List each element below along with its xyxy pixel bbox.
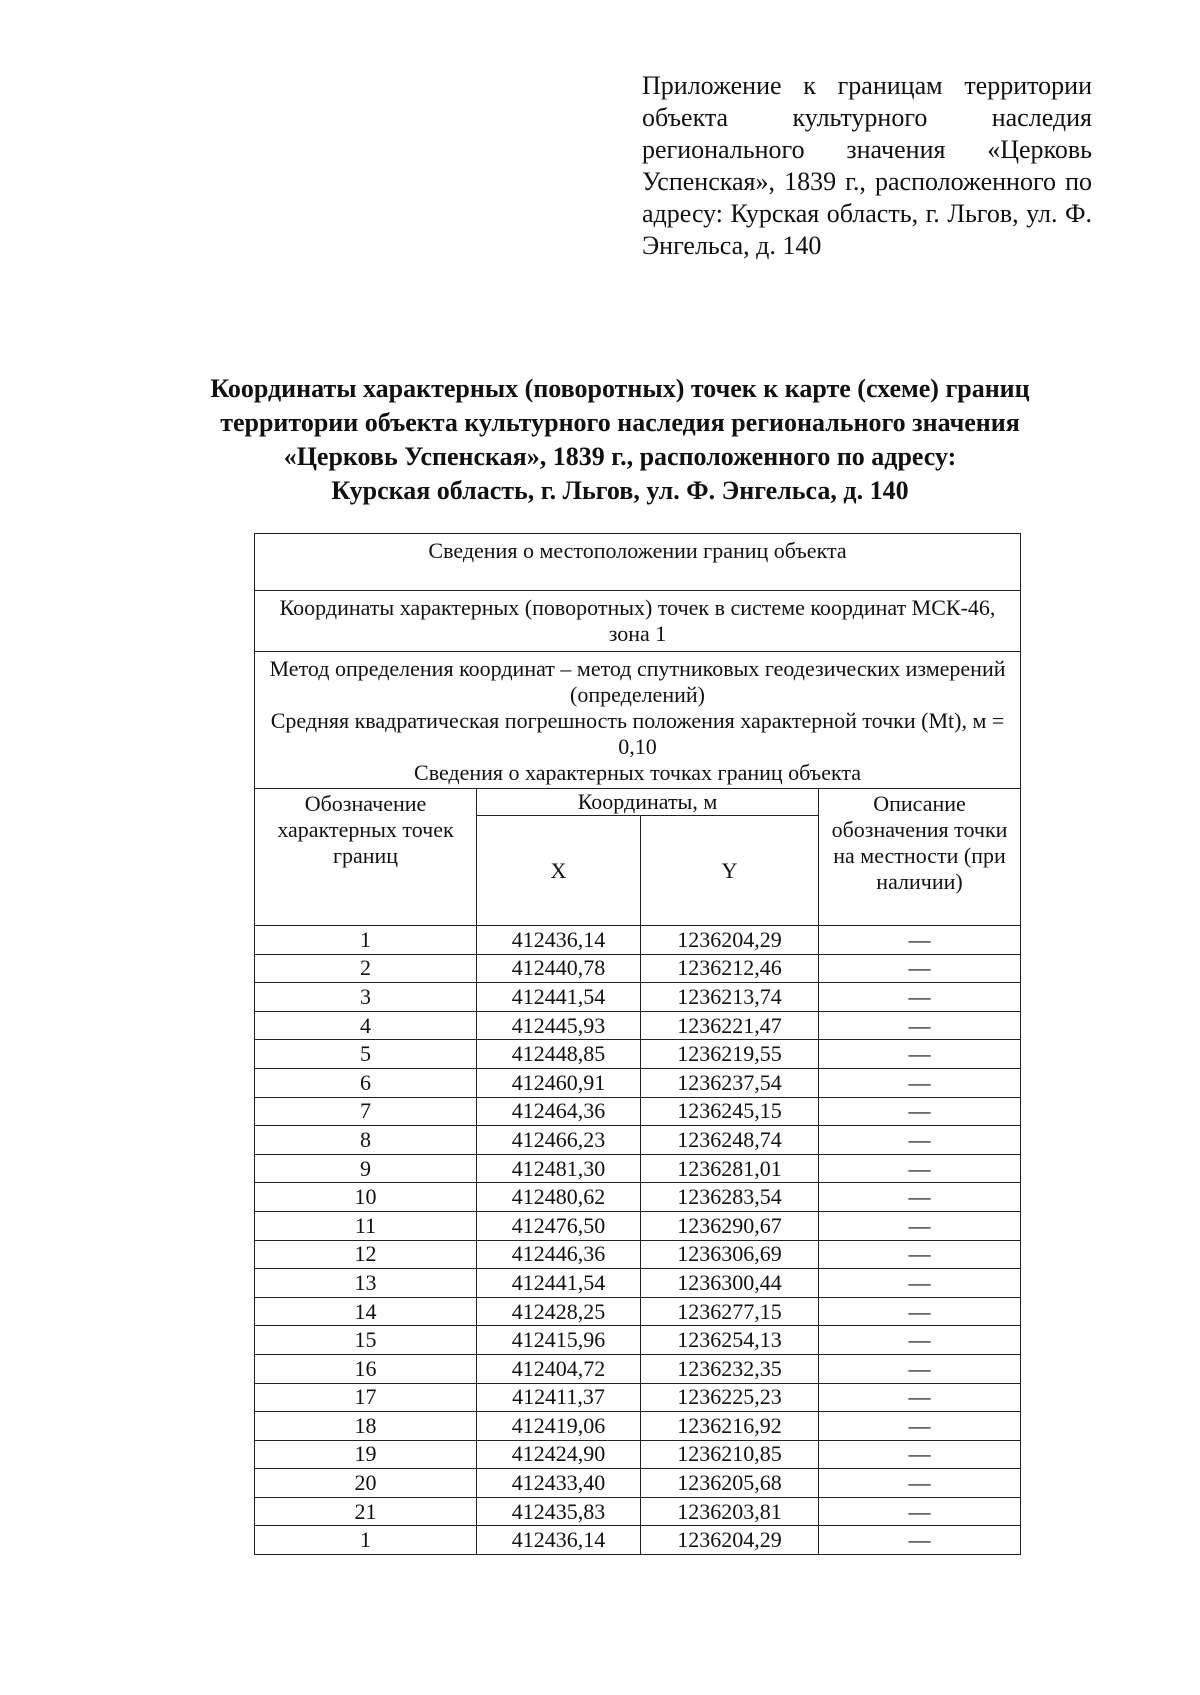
point-cell: 3 [255,983,477,1012]
title-line-2: территории объекта культурного наследия регионального значения [220,408,1020,437]
document-title [150,372,1090,508]
description-cell: — [819,1269,1021,1298]
y-cell: 1236221,47 [641,1011,819,1040]
point-cell: 6 [255,1068,477,1097]
point-cell: 16 [255,1354,477,1383]
x-cell: 412446,36 [477,1240,641,1269]
table-row [255,1412,1021,1441]
point-cell: 12 [255,1240,477,1269]
y-cell: 1236248,74 [641,1126,819,1155]
description-cell: — [819,1526,1021,1555]
x-cell: 412424,90 [477,1440,641,1469]
table-row [255,926,1021,955]
y-cell: 1236254,13 [641,1326,819,1355]
y-cell: 1236245,15 [641,1097,819,1126]
y-cell: 1236277,15 [641,1297,819,1326]
table-row [255,1211,1021,1240]
x-cell: 412481,30 [477,1154,641,1183]
y-cell: 1236237,54 [641,1068,819,1097]
table-row [255,1126,1021,1155]
y-cell: 1236290,67 [641,1211,819,1240]
point-cell: 11 [255,1211,477,1240]
x-cell: 412433,40 [477,1469,641,1498]
table-row [255,1269,1021,1298]
header-row [255,789,1021,816]
x-cell: 412445,93 [477,1011,641,1040]
x-cell: 412436,14 [477,1526,641,1555]
point-cell: 7 [255,1097,477,1126]
title-line-4: Курская область, г. Льгов, ул. Ф. Энгельса, д. 140 [331,476,909,505]
table-row [255,1011,1021,1040]
description-cell: — [819,1354,1021,1383]
y-cell: 1236204,29 [641,1526,819,1555]
description-cell: — [819,1440,1021,1469]
appendix-note: Приложение к границам территории объекта культурного наследия регионального значения «Церковь Успенская», 1839 г., расположенного по адресу: Курская область, г. Льгов, ул. Ф. Энгельса, д. 140 [642,71,1092,260]
description-cell: — [819,1326,1021,1355]
header-point: Обозначение характерных точек границ [255,789,477,926]
point-cell: 14 [255,1297,477,1326]
header-x: X [477,816,641,926]
description-cell: — [819,1469,1021,1498]
description-cell: — [819,1240,1021,1269]
x-cell: 412415,96 [477,1326,641,1355]
accuracy-text: Средняя квадратическая погрешность положения характерной точки (Mt), м = 0,10 [270,708,1005,759]
x-cell: 412476,50 [477,1211,641,1240]
x-cell: 412440,78 [477,954,641,983]
table-row [255,1469,1021,1498]
x-cell: 412411,37 [477,1383,641,1412]
point-cell: 21 [255,1497,477,1526]
description-cell: — [819,1211,1021,1240]
y-cell: 1236213,74 [641,983,819,1012]
table-row [255,1183,1021,1212]
description-cell: — [819,1040,1021,1069]
point-cell: 18 [255,1412,477,1441]
point-cell: 13 [255,1269,477,1298]
y-cell: 1236225,23 [641,1383,819,1412]
x-cell: 412404,72 [477,1354,641,1383]
description-cell: — [819,1154,1021,1183]
x-cell: 412464,36 [477,1097,641,1126]
point-cell: 9 [255,1154,477,1183]
header-y: Y [641,816,819,926]
point-cell: 15 [255,1326,477,1355]
x-cell: 412436,14 [477,926,641,955]
y-cell: 1236210,85 [641,1440,819,1469]
x-cell: 412419,06 [477,1412,641,1441]
y-cell: 1236283,54 [641,1183,819,1212]
description-cell: — [819,926,1021,955]
section-boundary-info-cell: Сведения о местоположении границ объекта [255,534,1021,591]
table-row [255,983,1021,1012]
description-cell: — [819,1383,1021,1412]
table-row [255,1297,1021,1326]
x-cell: 412441,54 [477,1269,641,1298]
header-coordinates: Координаты, м [477,789,819,816]
table-row [255,1440,1021,1469]
y-cell: 1236306,69 [641,1240,819,1269]
point-cell: 1 [255,1526,477,1555]
point-cell: 19 [255,1440,477,1469]
header-description: Описание обозначения точки на местности (при наличии) [819,789,1021,926]
y-cell: 1236212,46 [641,954,819,983]
y-cell: 1236232,35 [641,1354,819,1383]
table-row [255,1526,1021,1555]
y-cell: 1236204,29 [641,926,819,955]
title-line-1: Координаты характерных (поворотных) точек к карте (схеме) границ [210,374,1030,403]
y-cell: 1236205,68 [641,1469,819,1498]
x-cell: 412480,62 [477,1183,641,1212]
section-method-cell [255,652,1021,789]
point-cell: 17 [255,1383,477,1412]
point-cell: 8 [255,1126,477,1155]
description-cell: — [819,1011,1021,1040]
description-cell: — [819,1126,1021,1155]
section-coordinate-system [255,591,1021,652]
table-row [255,1497,1021,1526]
points-info-text: Сведения о характерных точках границ объекта [414,760,861,785]
y-cell: 1236216,92 [641,1412,819,1441]
table-row [255,1354,1021,1383]
description-cell: — [819,1412,1021,1441]
table-row [255,1240,1021,1269]
section-method [255,652,1021,789]
point-cell: 20 [255,1469,477,1498]
point-cell: 1 [255,926,477,955]
point-cell: 10 [255,1183,477,1212]
x-cell: 412460,91 [477,1068,641,1097]
table-row [255,1097,1021,1126]
description-cell: — [819,1068,1021,1097]
description-cell: — [819,1183,1021,1212]
description-cell: — [819,983,1021,1012]
x-cell: 412448,85 [477,1040,641,1069]
section-boundary-info [255,534,1021,591]
table-row [255,954,1021,983]
x-cell: 412466,23 [477,1126,641,1155]
coordinates-table [254,533,1021,1555]
x-cell: 412428,25 [477,1297,641,1326]
y-cell: 1236219,55 [641,1040,819,1069]
table-row [255,1068,1021,1097]
description-cell: — [819,1497,1021,1526]
x-cell: 412435,83 [477,1497,641,1526]
description-cell: — [819,954,1021,983]
point-cell: 2 [255,954,477,983]
table-row [255,1326,1021,1355]
table-row [255,1154,1021,1183]
point-cell: 4 [255,1011,477,1040]
title-line-3: «Церковь Успенская», 1839 г., расположенного по адресу: [283,442,957,471]
table-row [255,1383,1021,1412]
table-row [255,1040,1021,1069]
x-cell: 412441,54 [477,983,641,1012]
description-cell: — [819,1097,1021,1126]
section-coordinate-system-cell: Координаты характерных (поворотных) точек в системе координат МСК-46, зона 1 [255,591,1021,652]
method-text: Метод определения координат – метод спутниковых геодезических измерений (определений) [269,656,1006,707]
y-cell: 1236203,81 [641,1497,819,1526]
point-cell: 5 [255,1040,477,1069]
description-cell: — [819,1297,1021,1326]
y-cell: 1236300,44 [641,1269,819,1298]
y-cell: 1236281,01 [641,1154,819,1183]
